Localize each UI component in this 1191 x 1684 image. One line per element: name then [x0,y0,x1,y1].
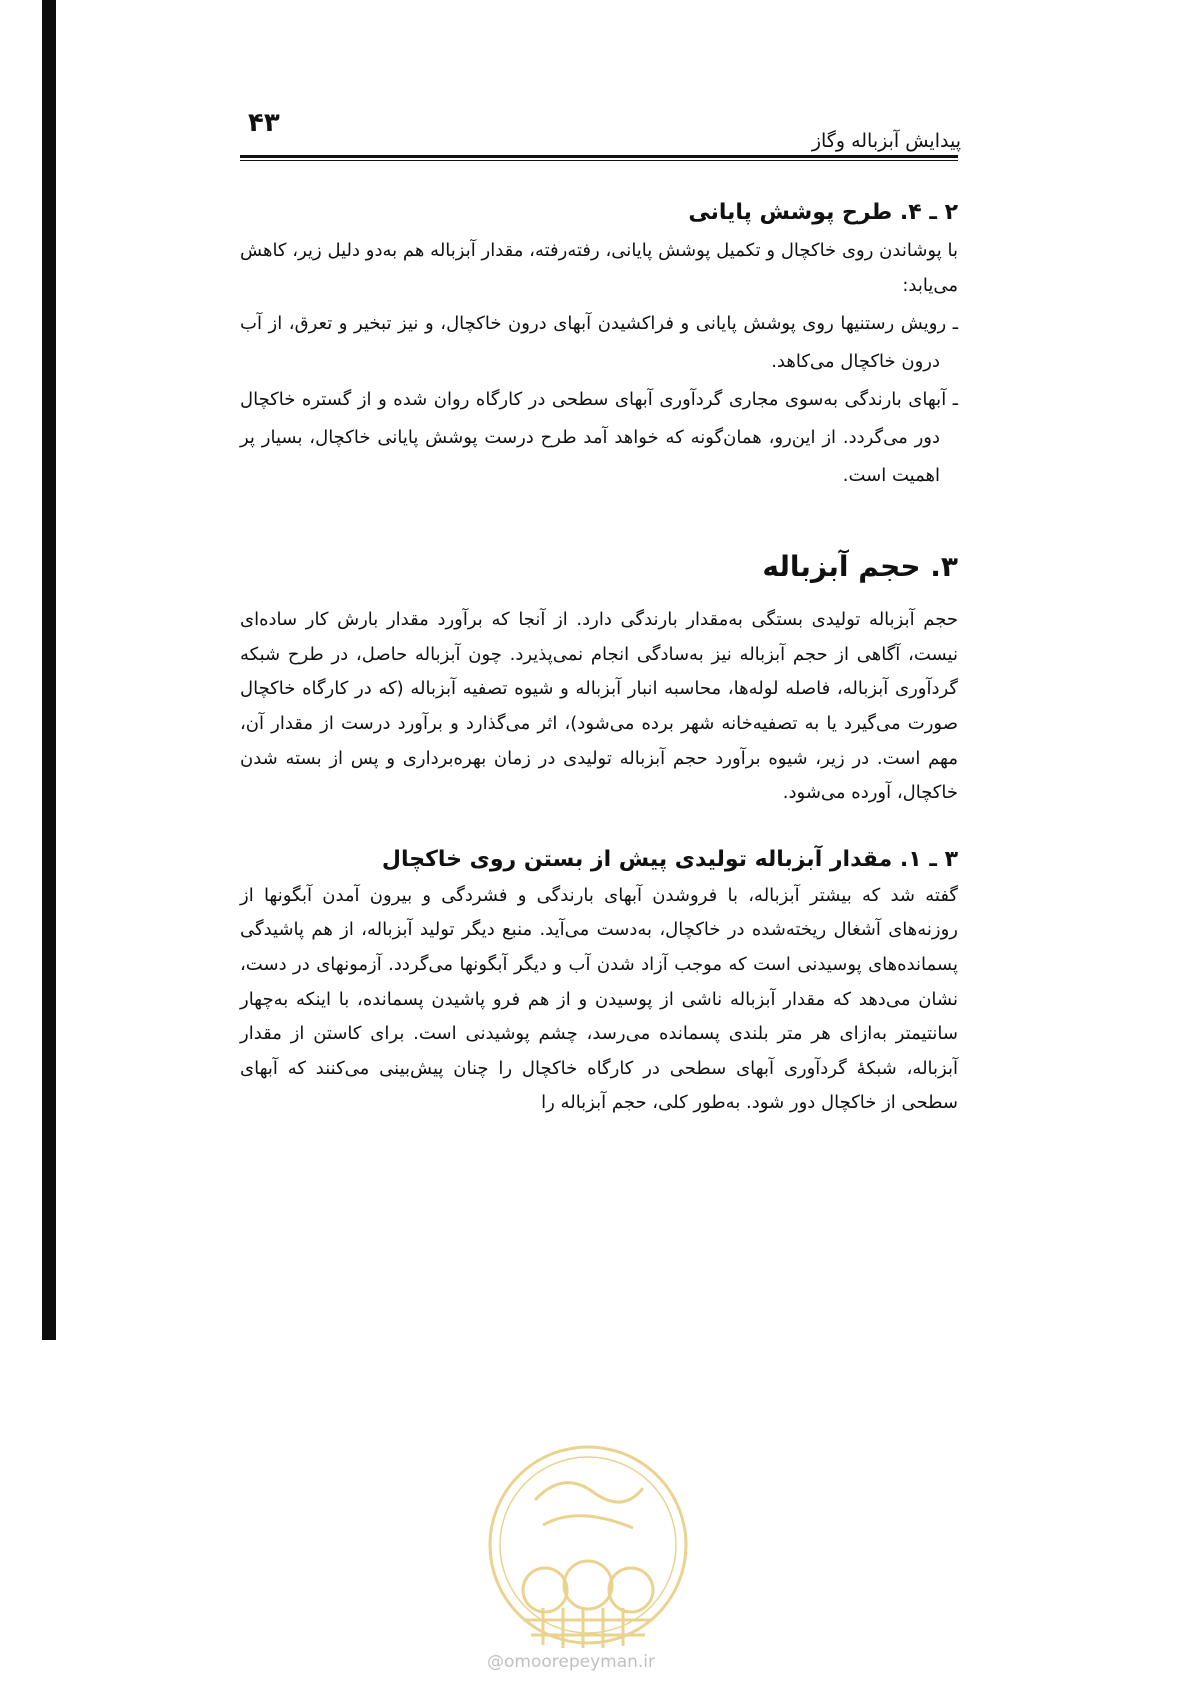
section-4-2-heading: ۲ ـ ۴. طرح پوشش پایانی [688,200,958,225]
bullet-item: ـ آبهای بارندگی به‌سوی مجاری گردآوری آبهای سطحی در کارگاه روان شده و از گستره خاکچال دور می‌گردد. از این‌رو، همان‌گونه که خواهد آمد طرح درست پوشش پایانی خاکچال، بسیار پر اهمیت است. [240,389,958,487]
section-3-paragraph: حجم آبزباله تولیدی بستگی به‌مقدار بارندگی دارد. از آنجا که برآورد مقدار بارش کار ساده‌ای نیست، آگاهی از حجم آبزباله نیز به‌سادگی انجام نمی‌پذیرد. چون آبزباله حاصل، در طرح شبکه گردآوری آبزباله، فاصله لوله‌ها، محاسبه انبار آبزباله و شیوه تصفیه آبزباله (که در کارگاه خاکچال صورت می‌گیرد یا به تصفیه‌خانه شهر برده می‌شود)، اثر می‌گذارد و برآورد درست از مقدار آن، مهم است. در زیر، شیوه برآورد حجم آبزباله تولیدی در زمان بهره‌برداری و پس از بسته شدن خاکچال، آورده می‌شود. [240,609,958,804]
header-rule [240,155,958,161]
page-body [240,196,958,1121]
running-title: پیدایش آبزباله وگاز [811,130,961,152]
page-number: ۴۳ [248,108,280,138]
watermark-logo [483,1440,693,1650]
bullet-item: ـ رویش رستنیها روی پوشش پایانی و فراکشیدن آبهای درون خاکچال، و نیز تبخیر و تعرق، از آب درون خاکچال می‌کاهد. [240,313,958,373]
section-4-2-intro: با پوشاندن روی خاکچال و تکمیل پوشش پایانی، رفته‌رفته، مقدار آبزباله هم به‌دو دلیل زیر، کاهش می‌یابد: [240,240,958,296]
section-3-heading: ۳. حجم آبزباله [762,550,958,584]
watermark-url: @omoorepeyman.ir [487,1652,656,1672]
section-3-1-paragraph: گفته شد که بیشتر آبزباله، با فروشدن آبهای بارندگی و فشردگی و بیرون آمدن آبگونها از روزنه‌های آشغال ریخته‌شده در خاکچال، به‌دست می‌آید. منبع دیگر تولید آبزباله، از هم پاشیدگی پسمانده‌های پوسیدنی است که موجب آزاد شدن آب و دیگر آبگونها می‌گردد. آزمونهای در دست، نشان می‌دهد که مقدار آبزباله ناشی از پوسیدن و از هم فرو پاشیدن پسمانده، با اینکه به‌چهار سانتیمتر به‌ازای هر متر بلندی پسمانده می‌رسد، چشم پوشیدنی است. برای کاستن از مقدار آبزباله، شبکهٔ گردآوری آبهای سطحی در کارگاه خاکچال را چنان پیش‌بینی می‌کنند که آبهای سطحی از خاکچال دور شود. به‌طور کلی، حجم آبزباله را [240,884,958,1114]
section-3-1-heading: ۳ ـ ۱. مقدار آبزباله تولیدی پیش از بستن روی خاکچال [381,846,958,872]
scan-edge-bar [42,0,56,1340]
